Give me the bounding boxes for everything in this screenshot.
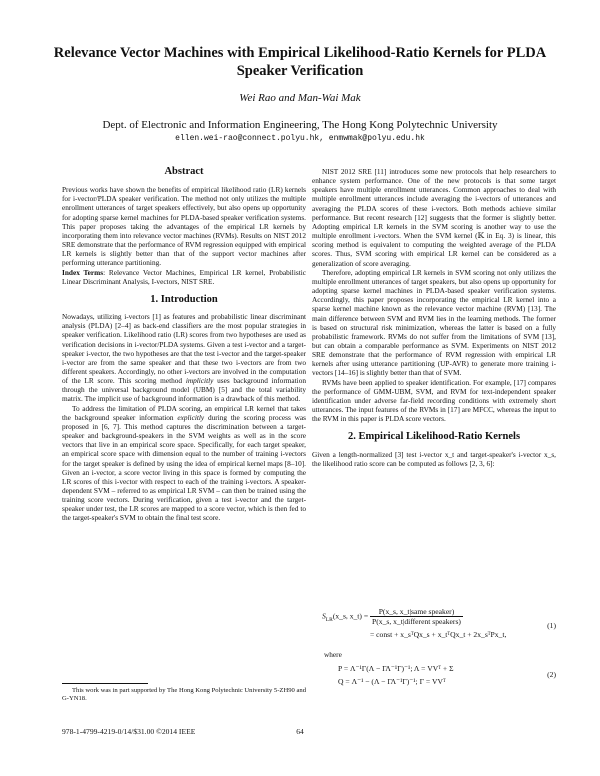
abstract-text: Previous works have shown the benefits of empirical likelihood ratio (LR) kernels for i-vector/PLDA speaker verification. The method not only utilizes the multiple enrollment utterances of target speakers effectively, but also opens up opportunity for adopting sparse kernel machines for PLDA-based speaker verification systems. This paper proposes taking the advantages of the empirical LR kernels by incorporating them into relevance vector machines (RVMs). Results on NIST 2012 SRE demonstrate that the performance of RVM regression equipped with empirical LR kernels is slightly better than that of the support vector machines after performing utterance partitioning. <box>62 185 306 268</box>
section-2-paragraph: Given a length-normalized [3] test i-vector x_t and target-speaker's i-vector x_s, the likelihood ratio score can be computed as follows [2, 3, 6]: <box>312 449 556 468</box>
right-paragraph-1: NIST 2012 SRE [11] introduces some new protocols that help researchers to enhance system performance. One of the new protocols is that some target speakers have multiple enrollment utterances. Common approaches to deal with multiple enrollment utterances include averaging the i-vectors of utterances and averaging the PLDA scores of these i-vectors. Both methods achieve similar performance. But recent research [12] suggests that the former is slightly better. Adopting empirical LR kernels in the SVM scoring is another way to use the multiple enrollment i-vectors. When the SVM kernel (𝕂 in Eq. 3) is linear, this scoring method is equivalent to computing the weighted average of the PLDA scores. Thus, SVM scoring with empirical LR kernel can be considered as a generalization of score averaging. <box>312 167 556 268</box>
paper-title: Relevance Vector Machines with Empirical Likelihood-Ratio Kernels for PLDA Speaker Verification <box>53 45 547 79</box>
footnote <box>62 687 306 703</box>
equation-1-number: (1) <box>547 621 556 630</box>
equation-2-line-1: P = Λ⁻¹Γ(Λ − ΓΛ⁻¹Γ)⁻¹; Λ = VVᵀ + Σ <box>338 664 454 673</box>
equation-2-number: (2) <box>547 670 556 679</box>
index-terms <box>62 268 306 286</box>
intro-p1-text: Nowadays, utilizing i-vectors [1] as features and probabilistic linear discriminant analysis (PLDA) [2–4] as back-end classifiers are the most popular strategies in speaker verification. Likelihood ratio (LR) scores from two hypotheses are used as verification decisions in i-vector/PLDA systems. Given a test i-vector and a target-speaker i-vector, the two hypotheses are that the test i-vector and the target-speaker i-vector are from the same speaker and that these two i-vectors are from two different speakers. Accordingly, no other i-vectors are involved in the computation of the LR score. This scoring method <box>62 312 306 386</box>
intro-p1-emphasis: implicitly <box>185 376 214 386</box>
equation-2 <box>338 664 556 690</box>
footnote-rule <box>62 683 148 684</box>
page-number: 64 <box>296 727 304 736</box>
right-column <box>312 167 556 468</box>
introduction-heading: 1. Introduction <box>150 293 218 305</box>
right-paragraph-2: Therefore, adopting empirical LR kernels in SVM scoring not only utilizes the multiple enrollment utterances of target speakers, but also opens up opportunity for adopting sparse kernel machines in PLDA-based speaker verification systems. Accordingly, this paper proposes incorporating the empirical LR kernel into a sparse kernel machine known as the relevance vector machine (RVM) [13]. The main difference between SVM and RVM lies in the learning methods. The former is based on structural risk minimization, whereas the latter is based on a fully probabilistic framework. RVMs do not suffer from the limitations of SVM [13], but can obtain a comparable performance as SVM. Experiments on NIST 2012 SRE demonstrate that the performance of RVM regression with empirical LR kernels after using utterance partitioning (UP-AVR) to generate more training i-vectors [14–16] is slightly better than that of SVM. <box>312 267 556 378</box>
fraction-denominator: P(x_s, x_t|different speakers) <box>372 617 461 626</box>
where-word: where <box>324 650 342 659</box>
equation-2-line-2: Q = Λ⁻¹ − (Λ − ΓΛ⁻¹Γ)⁻¹; Γ = VVᵀ <box>338 677 446 686</box>
likelihood-ratio-fraction <box>370 607 463 626</box>
footer-isbn: 978-1-4799-4219-0/14/$31.00 ©2014 IEEE <box>62 727 196 736</box>
section-2-heading: 2. Empirical Likelihood-Ratio Kernels <box>347 431 521 443</box>
intro-p2-end: during the scoring process was proposed in [6, 7]. This method captures the discrimination between a target-speaker and background-speakers in the SVM weights as well as in the score vectors that live in an empirical score space. Specifically, for each target speaker, an empirical score space with dimension equal to the number of training i-vectors for the target speaker is defined by using the idea of empirical kernel maps [8–10]. Given an i-vector, a score vector living in this space is formed by computing the LR scores of this i-vector with respect to each of the training i-vectors. A speaker-dependent SVM – referred to as empirical LR SVM – can then be trained using the training score vectors. During verification, given a test i-vector and the target-speaker under test, the LR scores are mapped to a score vector, which is then fed to the target-speaker's SVM to obtain the final test score. <box>62 412 306 523</box>
intro-p2-emphasis: explicitly <box>177 412 205 422</box>
intro-p2-text: To address the limitation of PLDA scoring, an empirical LR kernel that takes the background speaker information <box>62 403 306 422</box>
left-column <box>62 167 306 523</box>
intro-p1-end: uses background information through the universal background model (UBM) [5] and the total variability matrix. The implicit use of background information is a drawback of this method. <box>62 376 307 404</box>
intro-paragraph-2 <box>62 404 306 523</box>
index-terms-label: Index Terms <box>62 267 104 277</box>
footnote-text: This work was in part supported by The Hong Kong Polytechnic University 5-ZH90 and G-YN18. <box>62 687 306 703</box>
intro-paragraph-1 <box>62 312 306 404</box>
affiliation: Dept. of Electronic and Information Engineering, The Hong Kong Polytechnic University <box>102 119 498 131</box>
right-paragraph-3: RVMs have been applied to speaker identification. For example, [17] compares the performance of GMM-UBM, SVM, and RVM for text-independent speaker identification under adverse far-field recording conditions with extremely short utterances. The input features of the RVMs in [17] are MFCC, whereas the input to the RVM in this paper is PLDA score vectors. <box>312 377 556 424</box>
equation-1-line-2: = const + x_sᵀQx_s + x_tᵀQx_t + 2x_sᵀPx_t, <box>370 630 507 639</box>
author-emails: ellen.wei-rao@connect.polyu.hk, enmwmak@polyu.edu.hk <box>175 134 425 143</box>
equation-1 <box>322 603 556 647</box>
equation-1-line-1: $S_{LR}(x\_s$, x_t) = $\frac{\text{P(x\_s, x\_t|same speaker)}}{\text{P(x\_s, x\_t|different speakers)}}$ <box>322 607 461 626</box>
paper-authors: Wei Rao and Man-Wai Mak <box>239 92 361 104</box>
fraction-numerator: P(x_s, x_t|same speaker) <box>370 607 463 617</box>
abstract-heading: Abstract <box>164 166 204 177</box>
index-terms-text: : Relevance Vector Machines, Empirical LR kernel, Probabilistic Linear Discriminant Analysis, I-vectors, NIST SRE. <box>62 267 306 286</box>
